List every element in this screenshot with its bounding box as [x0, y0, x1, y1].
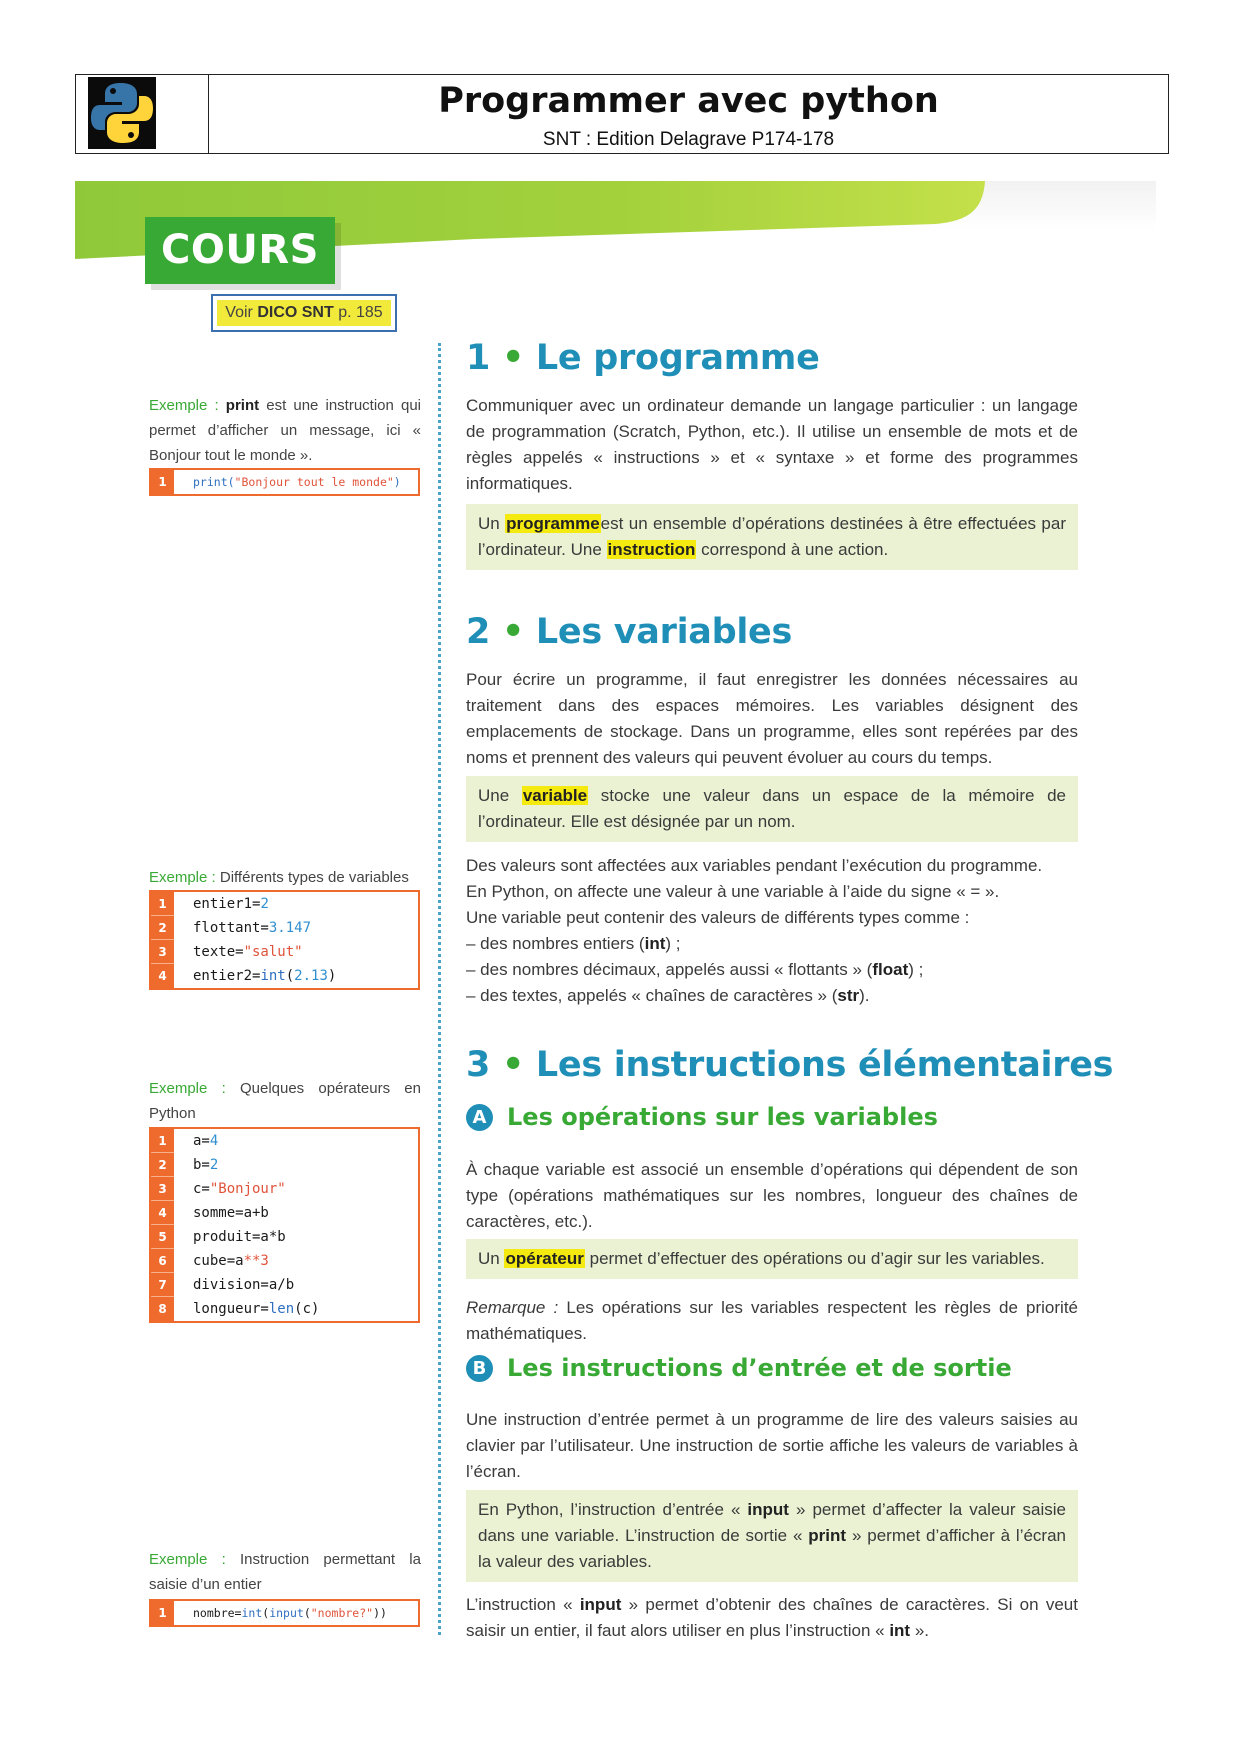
- code-text: [193, 1153, 218, 1177]
- code-text: [193, 1201, 269, 1225]
- code-text: [193, 1177, 286, 1201]
- code-token: (: [262, 1606, 270, 1620]
- para-text: L’instruction «: [466, 1595, 580, 1614]
- subsection-title: Les opérations sur les variables: [507, 1103, 938, 1131]
- example-label: Exemple :: [149, 869, 216, 886]
- section-1-paragraph: Communiquer avec un ordinateur demande un langage particulier : un langage de programmation (Scratch, Python, etc.). Il utilise un ensemble de mots et de règles appelés « instructions » et « syntaxe » et forme des programmes informatiques.: [466, 396, 1078, 493]
- code-block-types: [149, 890, 420, 990]
- page-title: Programmer avec python: [438, 81, 939, 121]
- line-number: 2: [151, 1153, 174, 1177]
- code-token: longueur=: [193, 1301, 269, 1317]
- info-box-input-print: [466, 1490, 1078, 1582]
- section-number: 2: [466, 612, 491, 652]
- keyword-int: int: [889, 1621, 911, 1640]
- types-line: Des valeurs sont affectées aux variables pendant l’exécution du programme.: [466, 856, 1043, 875]
- term-instruction: instruction: [607, 540, 696, 559]
- section-2-types: [466, 853, 1078, 1009]
- code-token: a=: [193, 1133, 210, 1149]
- section-title: Les instructions élémentaires: [535, 1045, 1114, 1085]
- code-line: [151, 1225, 418, 1249]
- subsection-b-paragraph: Une instruction d’entrée permet à un programme de lire des valeurs saisies au clavier par l’utilisateur. Une instruction de sortie affiche les valeurs de variables à l’écran.: [466, 1410, 1078, 1481]
- list-text: – des nombres décimaux, appelés aussi « flottants » (: [466, 960, 873, 979]
- code-text: [193, 964, 336, 988]
- code-token: print(: [193, 475, 235, 489]
- term-programme: programme: [506, 514, 600, 533]
- example-text: Instruction permettant la saisie d’un entier: [149, 1551, 421, 1593]
- line-number: 1: [151, 892, 174, 916]
- subsection-a-heading: [466, 1103, 938, 1131]
- box-text: Un: [478, 514, 506, 533]
- section-1-heading: 1 • Le programme: [466, 338, 820, 378]
- line-number: 4: [151, 964, 174, 988]
- example-text: est une instruction qui permet d’afficher un message, ici « Bonjour tout le monde ».: [149, 397, 421, 464]
- code-line: [151, 1273, 418, 1297]
- example-label: Exemple :: [149, 397, 219, 414]
- box-text: Un: [478, 1249, 505, 1268]
- code-token: "salut": [243, 944, 303, 960]
- type-keyword: int: [644, 934, 666, 953]
- section-title: Le programme: [535, 338, 820, 378]
- code-token: **3: [243, 1253, 269, 1269]
- code-token: )): [373, 1606, 387, 1620]
- section-number: 1: [466, 338, 491, 378]
- definition-box-programme: [466, 504, 1078, 570]
- example-operators: [149, 1076, 421, 1126]
- code-line: [151, 470, 418, 494]
- code-token: "Bonjour tout le monde": [234, 475, 394, 489]
- voir-prefix: Voir: [225, 304, 258, 321]
- remarque-text: Les opérations sur les variables respectent les règles de priorité mathématiques.: [466, 1298, 1078, 1343]
- subsection-b-heading: [466, 1354, 1012, 1382]
- code-token: 2: [209, 1157, 219, 1173]
- keyword-print: print: [808, 1526, 847, 1545]
- code-token: ): [327, 968, 337, 984]
- box-text: correspond à une action.: [696, 540, 889, 559]
- section-number: 3: [466, 1045, 491, 1085]
- code-block-print: [149, 468, 420, 496]
- section-3-heading: 3 • Les instructions élémentaires: [466, 1045, 1114, 1085]
- types-line: Une variable peut contenir des valeurs de différents types comme :: [466, 908, 970, 927]
- code-text: [193, 916, 311, 940]
- definition-box-operateur: [466, 1239, 1078, 1279]
- box-text: est un ensemble d’opérations destinées à être effectuées par l’ordinateur. Une: [478, 514, 1066, 559]
- types-line: En Python, on affecte une valeur à une variable à l’aide du signe « = ».: [466, 882, 1000, 901]
- code-token: 2.13: [294, 968, 328, 984]
- code-token: flottant=: [193, 920, 269, 936]
- letter-b-badge: B: [466, 1355, 493, 1382]
- type-keyword: str: [837, 986, 860, 1005]
- code-token: ): [393, 475, 401, 489]
- para-text: » permet d’obtenir des chaînes de caractères. Si on veut saisir un entier, il faut alors utiliser en plus l’instruction «: [466, 1595, 1078, 1640]
- line-number: 1: [151, 1601, 174, 1625]
- line-number: 1: [151, 1129, 174, 1153]
- letter-a-badge: A: [466, 1104, 493, 1131]
- code-text: [193, 1129, 218, 1153]
- example-text: Quelques opérateurs en Python: [149, 1080, 421, 1122]
- code-token: nombre=: [193, 1606, 242, 1620]
- list-text: – des textes, appelés « chaînes de caractères » (: [466, 986, 838, 1005]
- code-token: 4: [209, 1133, 219, 1149]
- logo-cell: [76, 75, 209, 153]
- code-token: int: [241, 1606, 263, 1620]
- code-line: [151, 1201, 418, 1225]
- code-token: input: [269, 1606, 304, 1620]
- line-number: 5: [151, 1225, 174, 1249]
- list-text: – des nombres entiers (: [466, 934, 645, 953]
- example-text: [219, 397, 226, 414]
- code-line: [151, 1177, 418, 1201]
- code-token: c=: [193, 1181, 210, 1197]
- line-number: 3: [151, 1177, 174, 1201]
- list-text: ).: [859, 986, 870, 1005]
- line-number: 7: [151, 1273, 174, 1297]
- code-token: (: [285, 968, 295, 984]
- type-list-item: [466, 931, 1078, 957]
- page-subtitle: SNT : Edition Delagrave P174-178: [542, 129, 835, 150]
- remarque: [466, 1295, 1078, 1347]
- voir-dico-link[interactable]: [211, 294, 397, 332]
- line-number: 1: [151, 470, 174, 494]
- example-text: Différents types de variables: [215, 869, 409, 886]
- code-line: [151, 940, 418, 964]
- box-text: En Python, l’instruction d’entrée «: [478, 1500, 748, 1519]
- type-keyword: float: [872, 960, 909, 979]
- code-line: [151, 1249, 418, 1273]
- code-token: produit=a*b: [193, 1229, 286, 1245]
- term-operateur: opérateur: [505, 1249, 584, 1268]
- input-int-paragraph: [466, 1592, 1078, 1644]
- section-2-heading: 2 • Les variables: [466, 612, 793, 652]
- code-token: division=a/b: [193, 1277, 295, 1293]
- section-2-paragraph: Pour écrire un programme, il faut enregistrer les données nécessaires au traitement dans des espaces mémoires. Les variables désignent des emplacements de stockage. Dans un programme, elles sont repérées par des noms et prennent des valeurs qui peuvent évoluer au cours du temps.: [466, 670, 1078, 767]
- example-label: Exemple :: [149, 1551, 226, 1568]
- code-line: [151, 1129, 418, 1153]
- code-token: int: [260, 968, 286, 984]
- para-text: ».: [910, 1621, 929, 1640]
- code-line: [151, 892, 418, 916]
- list-text: ) ;: [908, 960, 924, 979]
- keyword-input: input: [747, 1500, 789, 1519]
- code-token: b=: [193, 1157, 210, 1173]
- python-logo-icon: [88, 77, 156, 149]
- line-number: 8: [151, 1297, 174, 1321]
- line-number: 3: [151, 940, 174, 964]
- keyword-input: input: [579, 1595, 622, 1614]
- voir-dico: DICO SNT: [257, 304, 334, 321]
- code-text: [193, 892, 269, 916]
- code-text: [193, 1601, 387, 1625]
- code-text: [193, 1273, 294, 1297]
- box-text: » permet d’affecter la valeur saisie dans une variable. L’instruction de sortie «: [478, 1500, 1066, 1545]
- term-variable: variable: [522, 786, 588, 805]
- code-token: "nombre?": [310, 1606, 374, 1620]
- example-input: [149, 1547, 421, 1597]
- code-token: 3.147: [268, 920, 312, 936]
- box-text: » permet d’afficher à l’écran la valeur des variables.: [478, 1526, 1066, 1571]
- header-table: [75, 74, 1169, 154]
- code-text: [193, 1297, 319, 1321]
- box-text: stocke une valeur dans un espace de la mémoire de l’ordinateur. Elle est désignée par un nom.: [478, 786, 1066, 831]
- code-line: [151, 1601, 418, 1625]
- remarque-label: Remarque :: [466, 1298, 559, 1317]
- box-text: permet d’effectuer des opérations ou d’agir sur les variables.: [584, 1249, 1045, 1268]
- code-token: somme=a+b: [193, 1205, 269, 1221]
- section-title: Les variables: [535, 612, 793, 652]
- code-text: [193, 470, 401, 494]
- code-token: len: [268, 1301, 295, 1317]
- cours-tab: COURS: [145, 217, 335, 284]
- line-number: 6: [151, 1249, 174, 1273]
- code-line: [151, 916, 418, 940]
- code-token: (c): [294, 1301, 320, 1317]
- code-token: (: [303, 1606, 311, 1620]
- example-types: [149, 865, 421, 890]
- code-line: [151, 1153, 418, 1177]
- code-line: [151, 1297, 418, 1321]
- code-token: entier1=: [193, 896, 261, 912]
- line-number: 4: [151, 1201, 174, 1225]
- example-label: Exemple :: [149, 1080, 226, 1097]
- box-text: Une: [478, 786, 522, 805]
- code-token: texte=: [193, 944, 244, 960]
- code-token: cube=a: [193, 1253, 244, 1269]
- code-token: entier2=: [193, 968, 261, 984]
- type-list-item: [466, 957, 1078, 983]
- code-text: [193, 1225, 286, 1249]
- code-text: [193, 940, 303, 964]
- line-number: 2: [151, 916, 174, 940]
- code-block-input: [149, 1599, 420, 1627]
- code-block-operators: [149, 1127, 420, 1323]
- code-line: [151, 964, 418, 988]
- dotted-separator: [438, 343, 441, 1635]
- example-print: [149, 393, 421, 468]
- subsection-title: Les instructions d’entrée et de sortie: [507, 1354, 1012, 1382]
- subsection-a-paragraph: À chaque variable est associé un ensemble d’opérations qui dépendent de son type (opérations mathématiques sur les nombres, longueur des chaînes de caractères, etc.).: [466, 1160, 1078, 1231]
- code-token: 2: [260, 896, 269, 912]
- list-text: ) ;: [665, 934, 681, 953]
- definition-box-variable: [466, 776, 1078, 842]
- code-text: [193, 1249, 269, 1273]
- voir-page: p. 185: [333, 304, 383, 321]
- type-list-item: [466, 983, 1078, 1009]
- types-list: [466, 931, 1078, 1009]
- example-keyword: print: [225, 397, 260, 414]
- code-token: "Bonjour": [209, 1181, 286, 1197]
